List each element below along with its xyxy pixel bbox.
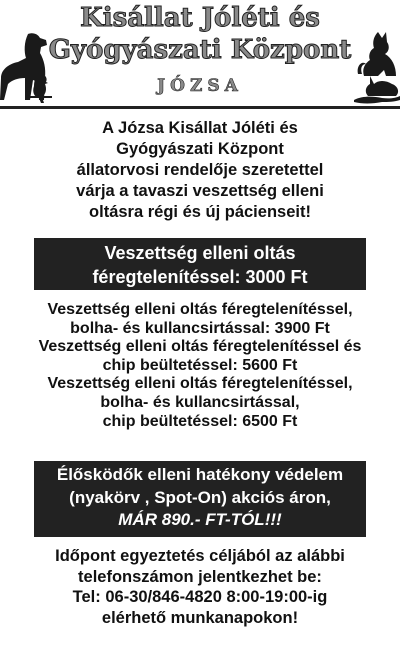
price-line: Veszettség elleni oltás féregtelenítéssel, [47, 375, 353, 393]
price-list [0, 301, 400, 431]
title-line-1: Kisállat Jóléti és [80, 3, 320, 33]
highlight-box [34, 238, 366, 290]
intro-line: várja a tavaszi veszettség elleni [76, 182, 324, 200]
subtitle: JÓZSA [157, 76, 243, 96]
intro-line: állatorvosi rendelője szeretettel [76, 161, 324, 179]
parasite-line: Élősködők elleni hatékony védelem [56, 465, 344, 484]
intro-line: A Józsa Kisállat Jóléti és [102, 119, 298, 137]
intro-line: oltásra régi és új pácienseit! [89, 203, 311, 221]
price-line: bolha- és kullancsirtással, [100, 393, 300, 411]
header [0, 0, 400, 109]
intro-line: Gyógyászati Központ [116, 140, 284, 158]
price-line: chip beültetéssel: 5600 Ft [102, 356, 298, 374]
contact-line: Időpont egyeztetés céljából az alábbi [55, 547, 345, 565]
price-line: bolha- és kullancsirtással: 3900 Ft [70, 319, 330, 337]
parasite-line: MÁR 890.- FT-TÓL!!! [118, 510, 282, 529]
title-line-2: Gyógyászati Központ [48, 35, 352, 65]
highlight-line: féregtelenítéssel: 3000 Ft [92, 267, 308, 287]
intro-text [0, 118, 400, 223]
price-line: Veszettség elleni oltás féregtelenítéssel, [47, 301, 353, 318]
parasite-line: (nyakörv , Spot-On) akciós áron, [69, 487, 331, 507]
contact-line: Tel: 06-30/846-4820 8:00-19:00-ig [72, 588, 328, 606]
contact-line: elérhető munkanapokon! [101, 608, 299, 627]
contact-text [0, 546, 400, 628]
highlight-line: Veszettség elleni oltás [104, 243, 296, 263]
price-line: chip beültetéssel: 6500 Ft [102, 412, 298, 430]
contact-line: telefonszámon jelentkezhet be: [78, 567, 322, 586]
price-line: Veszettség elleni oltás féregtelenítéssel és [38, 338, 362, 356]
parasite-box [34, 461, 366, 537]
